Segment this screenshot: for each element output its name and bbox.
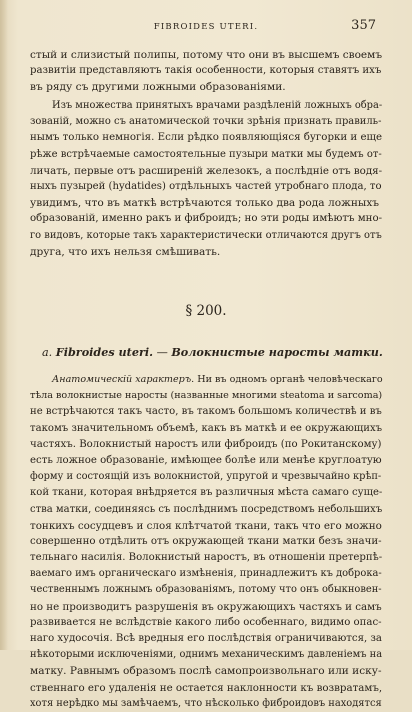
text-line: образованій, именно ракъ и фиброидъ; но эти роды имѣютъ мно-: [30, 213, 383, 225]
subheading-latin: Fibroides uteri.: [55, 345, 154, 359]
paragraph-classification: [30, 98, 382, 260]
text-line: наго худосочія. Всѣ вредныя его послѣдствія ограничиваются, за: [30, 633, 382, 644]
text-line: есть ложное образованіе, имѣющее болѣе или менѣе круглоатую: [30, 454, 382, 466]
text-line: ваемаго имъ органическаго измѣненія, принадлежитъ къ доброка-: [30, 568, 382, 580]
text-line: въ ряду съ другими ложными образованіями.: [30, 81, 286, 94]
page-header: [0, 18, 412, 38]
text-line: нымъ только немногія. Если рѣдко появляющіяся бугорки и еще: [30, 132, 383, 144]
text-line: ственнаго его удаленія не остается наклонности къ возвратамъ,: [30, 681, 383, 694]
text-line: тѣла волокнистые наросты (названные многими steatoma и sarcoma): [30, 390, 383, 402]
text-line: тельнаго насилія. Волокнистый наростъ, въ отношеніи претерпѣ-: [30, 552, 383, 564]
text-line: личать, первые отъ расширеній железокъ, а послѣдніе отъ водя-: [30, 164, 383, 177]
anatomy-lead: Анатомическій характеръ.: [52, 374, 195, 385]
text-line: ства матки, соединяясь съ послѣднимъ посредствомъ небольшихъ: [30, 503, 383, 515]
subheading-russian: Волокнистые наросты матки.: [171, 345, 383, 359]
text-line: го видовъ, которые такъ характеристически отличаются другъ отъ: [30, 229, 382, 241]
text-line: хотя нерѣдко мы замѣчаемъ, что нѣсколько фиброидовъ находятся: [30, 697, 382, 709]
text-line: но не производитъ разрушенія въ окружающихъ частяхъ и самъ: [30, 600, 382, 613]
text-line: частяхъ. Волокнистый наростъ или фиброидъ (по Рокитанскому): [30, 438, 382, 450]
text-line: матку. Равнымъ образомъ послѣ самопроизвольнаго или иску-: [30, 665, 382, 678]
page-binding-shadow: [0, 0, 8, 650]
text-line: форму и состоящій изъ волокнистой, упругой и чрезвычайно крѣп-: [30, 471, 382, 483]
text-line: нѣкоторыми исключеніями, однимъ механическимъ давленіемъ на: [30, 649, 383, 661]
section-subheading: [42, 345, 383, 359]
page-number: 357: [351, 18, 376, 33]
section-number: § 200.: [185, 303, 227, 319]
text-line: ныхъ пузырей (hydatides) отдѣльныхъ частей утробнаго плода, то: [30, 180, 382, 192]
text-line: кой ткани, которая внѣдряется въ различныя мѣста самаго суще-: [30, 487, 383, 499]
text-line: рѣже встрѣчаемые самостоятельные пузыри матки мы будемъ от-: [30, 148, 382, 160]
text-line: совершенно отдѣлить отъ окружающей ткани матки безъ значи-: [30, 535, 382, 547]
paragraph-anatomy: [30, 372, 382, 712]
text-line: тонкихъ сосудцевъ и слоя клѣтчатой ткани, такъ что его можно: [30, 519, 382, 532]
subheading-prefix: a.: [42, 346, 56, 359]
text-line: чественнымъ ложнымъ образованіямъ, потому что онъ обыкновен-: [30, 584, 382, 596]
subheading-dash: —: [153, 346, 172, 359]
text-line: увидимъ, что въ маткѣ встрѣчаются только два рода ложныхъ: [30, 197, 380, 210]
text-line: такомъ значительномъ объемѣ, какъ въ маткѣ и ее окружающихъ: [30, 422, 383, 434]
text-line: развитіи представляютъ такія особенности, которыя ставятъ ихъ: [30, 65, 382, 77]
text-line: друга, что ихъ нельзя смѣшивать.: [30, 245, 221, 258]
running-title: FIBROIDES UTERI.: [153, 22, 259, 32]
paragraph-continuation: [30, 47, 382, 96]
text-line: не встрѣчаются такъ часто, въ такомъ большомъ количествѣ и въ: [30, 406, 382, 418]
text-line: Изъ множества принятыхъ врачами раздѣленій ложныхъ обра-: [52, 100, 383, 111]
text-line: стый и слизистый полипы, потому что они въ высшемъ своемъ: [30, 49, 383, 61]
text-line: Анатомическій характеръ. Ни въ одномъ органѣ человѣческаго: [30, 372, 382, 388]
text-line: развивается не вслѣдствіе какого либо особеннаго, видимо опас-: [30, 616, 382, 628]
text-line: зованій, можно съ анатомической точки зрѣнія признать правиль-: [30, 116, 382, 128]
